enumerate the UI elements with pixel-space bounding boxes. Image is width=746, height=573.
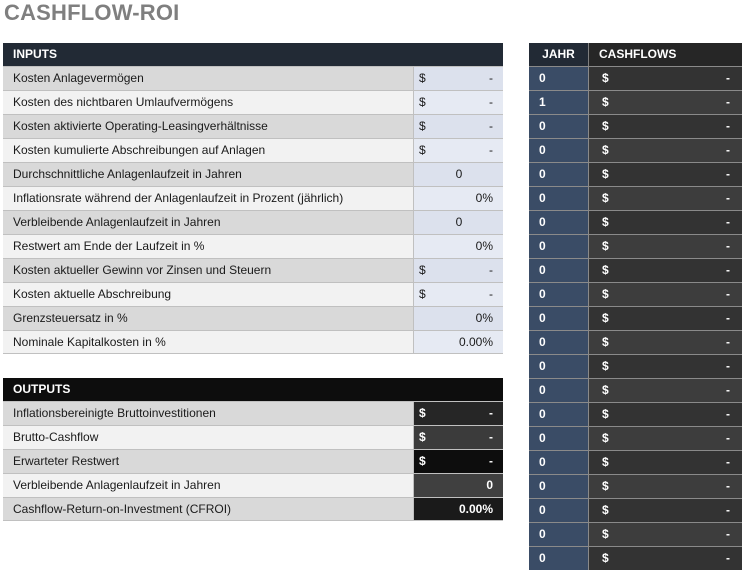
cashflow-row	[529, 426, 742, 450]
cashflow-value: -	[726, 407, 730, 421]
year-cell[interactable]: 0	[529, 187, 588, 210]
cashflow-value: -	[726, 143, 730, 157]
input-value: -	[489, 263, 493, 277]
currency-symbol: $	[602, 431, 609, 445]
input-value-cell[interactable]	[413, 187, 503, 210]
inputs-header: INPUTS	[3, 43, 503, 66]
cashflows-header-row	[529, 43, 742, 66]
year-cell[interactable]: 0	[529, 283, 588, 306]
input-label: Kosten Anlagevermögen	[3, 67, 413, 90]
output-value: -	[489, 430, 493, 444]
year-cell[interactable]: 0	[529, 547, 588, 570]
input-row	[3, 114, 503, 138]
cashflow-value: -	[726, 527, 730, 541]
cashflow-value: -	[726, 359, 730, 373]
input-value-cell[interactable]	[413, 211, 503, 234]
cashflow-value-cell[interactable]	[588, 139, 742, 162]
currency-symbol: $	[419, 95, 426, 109]
cashflow-value-cell[interactable]	[588, 235, 742, 258]
cashflow-row	[529, 546, 742, 570]
cashflow-value: -	[726, 287, 730, 301]
output-value: -	[489, 406, 493, 420]
input-value: 0	[455, 167, 463, 181]
input-row	[3, 66, 503, 90]
cashflow-value: -	[726, 71, 730, 85]
cashflow-value-cell[interactable]	[588, 379, 742, 402]
output-label: Verbleibende Anlagenlaufzeit in Jahren	[3, 474, 413, 497]
output-row	[3, 473, 503, 497]
input-row	[3, 138, 503, 162]
output-label: Erwarteter Restwert	[3, 450, 413, 473]
year-cell[interactable]: 1	[529, 91, 588, 114]
input-value: 0.00%	[458, 335, 493, 349]
input-value-cell[interactable]	[413, 259, 503, 282]
cashflow-value: -	[726, 431, 730, 445]
cashflow-value-cell[interactable]	[588, 211, 742, 234]
year-cell[interactable]: 0	[529, 115, 588, 138]
output-label: Brutto-Cashflow	[3, 426, 413, 449]
outputs-header: OUTPUTS	[3, 378, 503, 401]
currency-symbol: $	[419, 143, 426, 157]
cashflow-value: -	[726, 311, 730, 325]
input-row	[3, 306, 503, 330]
currency-symbol: $	[602, 143, 609, 157]
input-row	[3, 282, 503, 306]
cashflow-value: -	[726, 191, 730, 205]
cashflow-value-cell[interactable]	[588, 91, 742, 114]
output-value: 0.00%	[458, 502, 493, 516]
year-cell[interactable]: 0	[529, 475, 588, 498]
output-value-cell	[413, 402, 503, 425]
input-value: 0%	[475, 311, 493, 325]
cashflow-row	[529, 90, 742, 114]
cashflow-value-cell[interactable]	[588, 307, 742, 330]
currency-symbol: $	[602, 191, 609, 205]
cashflow-row	[529, 282, 742, 306]
input-row	[3, 186, 503, 210]
year-cell[interactable]: 0	[529, 523, 588, 546]
input-label: Verbleibende Anlagenlaufzeit in Jahren	[3, 211, 413, 234]
cashflow-row	[529, 450, 742, 474]
currency-symbol: $	[602, 503, 609, 517]
currency-symbol: $	[602, 335, 609, 349]
input-value-cell[interactable]	[413, 235, 503, 258]
cashflow-value-cell[interactable]	[588, 427, 742, 450]
currency-symbol: $	[602, 287, 609, 301]
cashflow-row	[529, 114, 742, 138]
cashflow-row	[529, 522, 742, 546]
input-value: 0%	[475, 239, 493, 253]
currency-symbol: $	[419, 287, 426, 301]
cashflow-value: -	[726, 167, 730, 181]
output-label: Cashflow-Return-on-Investment (CFROI)	[3, 498, 413, 520]
input-label: Nominale Kapitalkosten in %	[3, 331, 413, 353]
input-row	[3, 330, 503, 354]
input-value-cell[interactable]	[413, 115, 503, 138]
cashflow-row	[529, 66, 742, 90]
year-cell[interactable]: 0	[529, 235, 588, 258]
cashflow-value: -	[726, 455, 730, 469]
output-value: 0	[486, 478, 493, 492]
input-value-cell[interactable]	[413, 283, 503, 306]
cashflow-value: -	[726, 95, 730, 109]
year-cell[interactable]: 0	[529, 403, 588, 426]
input-label: Durchschnittliche Anlagenlaufzeit in Jahren	[3, 163, 413, 186]
input-value: -	[489, 95, 493, 109]
currency-symbol: $	[602, 455, 609, 469]
cashflow-value-cell[interactable]	[588, 475, 742, 498]
output-row	[3, 401, 503, 425]
input-label: Kosten des nichtbaren Umlaufvermögens	[3, 91, 413, 114]
outputs-table	[3, 378, 503, 521]
cashflow-row	[529, 258, 742, 282]
cashflow-value-cell[interactable]	[588, 187, 742, 210]
output-value-cell	[413, 450, 503, 473]
output-row	[3, 425, 503, 449]
cashflow-value: -	[726, 239, 730, 253]
cashflow-value: -	[726, 503, 730, 517]
currency-symbol: $	[419, 263, 426, 277]
currency-symbol: $	[602, 551, 609, 565]
cashflow-value-cell[interactable]	[588, 451, 742, 474]
cashflow-value-cell[interactable]	[588, 355, 742, 378]
currency-symbol: $	[419, 454, 426, 468]
currency-symbol: $	[602, 239, 609, 253]
currency-symbol: $	[602, 167, 609, 181]
year-cell[interactable]: 0	[529, 355, 588, 378]
input-label: Kosten kumulierte Abschreibungen auf Anlagen	[3, 139, 413, 162]
year-cell[interactable]: 0	[529, 451, 588, 474]
currency-symbol: $	[602, 71, 609, 85]
cashflows-table	[529, 43, 742, 570]
input-value: 0	[455, 215, 463, 229]
input-label: Restwert am Ende der Laufzeit in %	[3, 235, 413, 258]
input-value-cell[interactable]	[413, 331, 503, 353]
cashflow-row	[529, 138, 742, 162]
cashflow-value-cell[interactable]	[588, 499, 742, 522]
input-label: Kosten aktuelle Abschreibung	[3, 283, 413, 306]
cashflow-value: -	[726, 215, 730, 229]
cashflow-value-cell[interactable]	[588, 67, 742, 90]
currency-symbol: $	[602, 263, 609, 277]
cashflow-row	[529, 474, 742, 498]
output-value-cell	[413, 426, 503, 449]
output-value-cell	[413, 474, 503, 497]
input-value: 0%	[475, 191, 493, 205]
output-row	[3, 449, 503, 473]
year-cell[interactable]: 0	[529, 67, 588, 90]
cashflow-row	[529, 378, 742, 402]
input-row	[3, 210, 503, 234]
currency-symbol: $	[602, 359, 609, 373]
input-label: Grenzsteuersatz in %	[3, 307, 413, 330]
cashflow-row	[529, 498, 742, 522]
input-value: -	[489, 71, 493, 85]
cashflow-value: -	[726, 383, 730, 397]
year-column-header: JAHR	[529, 43, 588, 66]
currency-symbol: $	[419, 71, 426, 85]
input-value-cell[interactable]	[413, 307, 503, 330]
output-row	[3, 497, 503, 521]
cashflow-row	[529, 306, 742, 330]
cashflow-value: -	[726, 335, 730, 349]
cashflow-value: -	[726, 479, 730, 493]
year-cell[interactable]: 0	[529, 211, 588, 234]
cashflow-value: -	[726, 119, 730, 133]
currency-symbol: $	[602, 215, 609, 229]
cashflow-row	[529, 234, 742, 258]
currency-symbol: $	[602, 95, 609, 109]
cashflow-value-cell[interactable]	[588, 259, 742, 282]
currency-symbol: $	[419, 406, 426, 420]
currency-symbol: $	[602, 407, 609, 421]
input-label: Kosten aktueller Gewinn vor Zinsen und Steuern	[3, 259, 413, 282]
cashflow-row	[529, 210, 742, 234]
input-value-cell[interactable]	[413, 139, 503, 162]
currency-symbol: $	[602, 383, 609, 397]
input-row	[3, 90, 503, 114]
output-value: -	[489, 454, 493, 468]
input-value: -	[489, 119, 493, 133]
year-cell[interactable]: 0	[529, 379, 588, 402]
input-value-cell[interactable]	[413, 91, 503, 114]
output-value-cell	[413, 498, 503, 520]
cashflow-value: -	[726, 551, 730, 565]
input-value: -	[489, 143, 493, 157]
cashflow-value-cell[interactable]	[588, 523, 742, 546]
input-label: Inflationsrate während der Anlagenlaufzeit in Prozent (jährlich)	[3, 187, 413, 210]
currency-symbol: $	[602, 479, 609, 493]
year-cell[interactable]: 0	[529, 163, 588, 186]
year-cell[interactable]: 0	[529, 331, 588, 354]
year-cell[interactable]: 0	[529, 499, 588, 522]
cashflows-column-header: CASHFLOWS	[588, 43, 742, 66]
cashflow-row	[529, 162, 742, 186]
currency-symbol: $	[602, 527, 609, 541]
cashflow-row	[529, 354, 742, 378]
input-row	[3, 162, 503, 186]
cashflow-value: -	[726, 263, 730, 277]
input-label: Kosten aktivierte Operating-Leasingverhältnisse	[3, 115, 413, 138]
inputs-table	[3, 43, 503, 354]
currency-symbol: $	[602, 311, 609, 325]
year-cell[interactable]: 0	[529, 427, 588, 450]
currency-symbol: $	[419, 119, 426, 133]
cashflow-row	[529, 330, 742, 354]
input-value-cell[interactable]	[413, 67, 503, 90]
year-cell[interactable]: 0	[529, 259, 588, 282]
input-row	[3, 258, 503, 282]
cashflow-value-cell[interactable]	[588, 331, 742, 354]
cashflow-value-cell[interactable]	[588, 403, 742, 426]
currency-symbol: $	[419, 430, 426, 444]
output-label: Inflationsbereinigte Bruttoinvestitionen	[3, 402, 413, 425]
input-value: -	[489, 287, 493, 301]
cashflow-value-cell[interactable]	[588, 547, 742, 570]
cashflow-value-cell[interactable]	[588, 283, 742, 306]
cashflow-row	[529, 402, 742, 426]
year-cell[interactable]: 0	[529, 139, 588, 162]
year-cell[interactable]: 0	[529, 307, 588, 330]
currency-symbol: $	[602, 119, 609, 133]
cashflow-row	[529, 186, 742, 210]
input-value-cell[interactable]	[413, 163, 503, 186]
page-title: CASHFLOW-ROI	[4, 0, 180, 25]
input-row	[3, 234, 503, 258]
cashflow-value-cell[interactable]	[588, 163, 742, 186]
cashflow-value-cell[interactable]	[588, 115, 742, 138]
